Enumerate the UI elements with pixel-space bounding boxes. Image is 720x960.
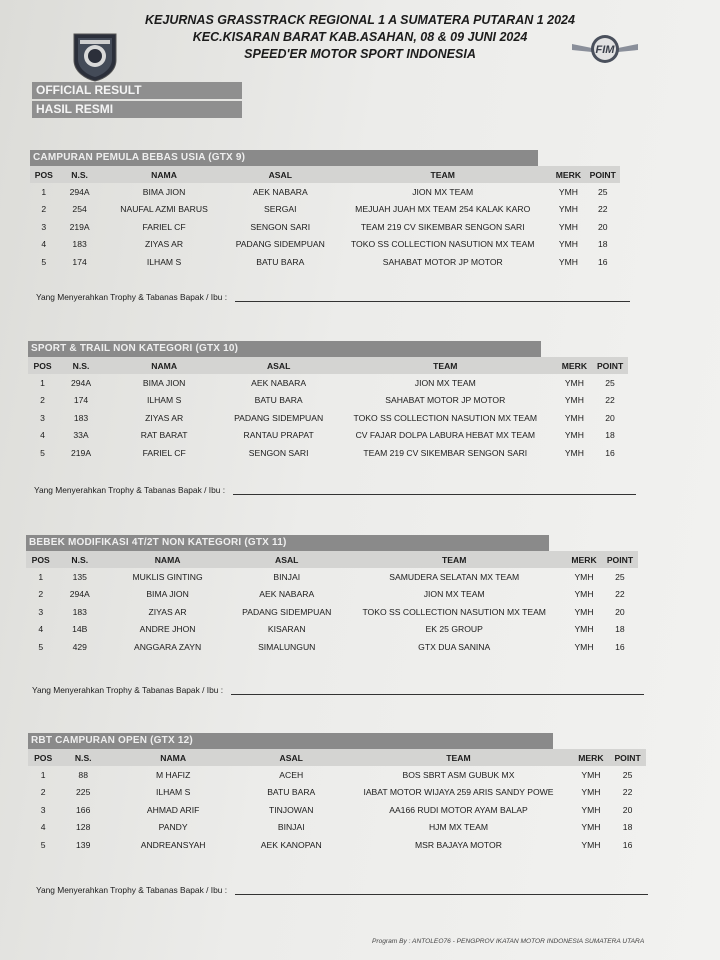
cell-ns: 429 [72, 641, 87, 652]
organizer: SPEED'ER MOTOR SPORT INDONESIA [244, 47, 476, 61]
cell-asal: BINJAI [277, 822, 305, 833]
signature-underline [235, 293, 630, 302]
cell-merk: YMH [574, 624, 594, 635]
column-header-point: POINT [614, 752, 641, 763]
cell-nama: M HAFIZ [155, 769, 191, 780]
cell-merk: YMH [564, 430, 584, 441]
cell-pos: 5 [40, 839, 46, 850]
category-title: SPORT & TRAIL NON KATEGORI (GTX 10) [28, 341, 541, 357]
cell-asal: SENGON SARI [248, 447, 309, 458]
official-result-label [32, 82, 242, 120]
column-header-team: TEAM [446, 752, 471, 763]
cell-asal: TINJOWAN [268, 804, 314, 815]
cell-merk: YMH [564, 412, 584, 423]
cell-asal: AEK NABARA [252, 186, 308, 197]
table-row [26, 568, 638, 586]
column-header-pos: POS [31, 554, 50, 565]
cell-merk: YMH [581, 839, 601, 850]
cell-pos: 1 [38, 571, 44, 582]
official-result-en: OFFICIAL RESULT [32, 82, 242, 99]
cell-ns: 219A [69, 221, 90, 232]
cell-point: 22 [597, 204, 608, 215]
column-header-team: TEAM [430, 169, 455, 180]
cell-pos: 4 [41, 239, 47, 250]
cell-pos: 2 [41, 204, 47, 215]
trophy-signature-label: Yang Menyerahkan Trophy & Tabanas Bapak / Ibu : [34, 485, 226, 495]
cell-merk: YMH [581, 822, 601, 833]
cell-ns: 183 [72, 239, 87, 250]
cell-ns: 225 [76, 787, 91, 798]
column-header-ns: N.S. [74, 752, 92, 763]
table-row [26, 638, 638, 656]
cell-point: 22 [622, 787, 633, 798]
table-row [30, 183, 620, 201]
cell-pos: 5 [41, 256, 47, 267]
cell-team: SAMUDERA SELATAN MX TEAM [389, 571, 520, 582]
cell-asal: BATU BARA [256, 256, 305, 267]
cell-ns: 219A [70, 447, 92, 458]
cell-pos: 4 [40, 430, 45, 441]
cell-asal: BINJAI [273, 571, 301, 582]
cell-point: 25 [597, 186, 608, 197]
cell-merk: YMH [564, 395, 584, 406]
category-title: CAMPURAN PEMULA BEBAS USIA (GTX 9) [30, 150, 538, 166]
table-row [28, 801, 646, 819]
cell-asal: SIMALUNGUN [258, 641, 316, 652]
column-header-pos: POS [34, 169, 53, 180]
table-row [26, 586, 638, 604]
cell-point: 18 [605, 430, 615, 441]
cell-merk: YMH [581, 769, 601, 780]
trophy-signature-label: Yang Menyerahkan Trophy & Tabanas Bapak / Ibu : [32, 685, 224, 695]
cell-team: SAHABAT MOTOR JP MOTOR [382, 256, 503, 267]
cell-ns: 294A [70, 377, 92, 388]
column-header-merk: MERK [555, 169, 582, 180]
cell-point: 25 [605, 377, 615, 388]
cell-ns: 33A [73, 430, 89, 441]
cell-ns: 294A [69, 186, 90, 197]
trophy-signature-line [32, 685, 644, 695]
trophy-signature-line [36, 885, 648, 895]
cell-merk: YMH [564, 447, 584, 458]
cell-pos: 1 [40, 769, 46, 780]
cell-asal: SERGAI [264, 204, 297, 215]
trophy-signature-label: Yang Menyerahkan Trophy & Tabanas Bapak / Ibu : [36, 885, 228, 895]
cell-asal: PADANG SIDEMPUAN [242, 606, 332, 617]
results-section-gtx9 [30, 150, 620, 271]
program-credit: Program By : ANTOLEO76 - PENGPROV IKATAN MOTOR INDONESIA SUMATERA UTARA [372, 938, 645, 945]
cell-asal: SENGON SARI [250, 221, 311, 232]
table-row [28, 836, 646, 854]
results-section-gtx12 [28, 733, 646, 854]
cell-merk: YMH [574, 606, 594, 617]
cell-nama: RAT BARAT [140, 430, 188, 441]
cell-ns: 174 [72, 256, 87, 267]
signature-underline [235, 886, 648, 895]
table-row [30, 253, 620, 271]
cell-team: IABAT MOTOR WIJAYA 259 ARIS SANDY POWE [363, 787, 554, 798]
cell-ns: 183 [73, 412, 89, 423]
cell-point: 16 [622, 839, 633, 850]
cell-point: 18 [615, 624, 625, 635]
cell-ns: 128 [76, 822, 91, 833]
results-section-gtx11 [26, 535, 638, 656]
column-header-ns: N.S. [71, 554, 89, 565]
cell-point: 22 [615, 589, 625, 600]
cell-pos: 5 [40, 447, 45, 458]
column-header-merk: MERK [571, 554, 597, 565]
table-row [28, 409, 628, 427]
fim-logo [570, 30, 640, 70]
cell-team: HJM MX TEAM [428, 822, 488, 833]
cell-point: 18 [597, 239, 608, 250]
cell-team: MEJUAH JUAH MX TEAM 254 KALAK KARO [355, 204, 531, 215]
table-row [26, 621, 638, 639]
column-header-team: TEAM [433, 360, 458, 371]
column-header-ns: N.S. [72, 360, 90, 371]
cell-ns: 254 [72, 204, 87, 215]
table-row [28, 444, 628, 462]
cell-point: 20 [597, 221, 608, 232]
cell-pos: 1 [40, 377, 45, 388]
cell-nama: NAUFAL AZMI BARUS [120, 204, 208, 215]
table-row [28, 784, 646, 802]
cell-point: 16 [597, 256, 608, 267]
cell-team: TOKO SS COLLECTION NASUTION MX TEAM [353, 412, 538, 423]
cell-asal: BATU BARA [254, 395, 303, 406]
cell-asal: ACEH [279, 769, 304, 780]
cell-team: JION MX TEAM [423, 589, 485, 600]
cell-nama: ILHAM S [146, 256, 182, 267]
table-row [28, 392, 628, 410]
cell-nama: PANDY [158, 822, 188, 833]
table-header-row [28, 357, 628, 374]
cell-merk: YMH [558, 204, 578, 215]
cell-point: 25 [622, 769, 633, 780]
cell-ns: 294A [69, 589, 90, 600]
cell-team: TOKO SS COLLECTION NASUTION MX TEAM [362, 606, 546, 617]
cell-asal: AEK NABARA [251, 377, 307, 388]
table-row [28, 766, 646, 784]
cell-pos: 4 [38, 624, 44, 635]
cell-asal: RANTAU PRAPAT [243, 430, 314, 441]
table-row [30, 201, 620, 219]
table-header-row [26, 551, 638, 568]
column-header-pos: POS [33, 360, 52, 371]
cell-point: 18 [622, 822, 633, 833]
cell-point: 20 [605, 412, 615, 423]
cell-team: EK 25 GROUP [425, 624, 483, 635]
cell-nama: FARIEL CF [142, 447, 186, 458]
cell-point: 20 [615, 606, 625, 617]
cell-nama: FARIEL CF [142, 221, 186, 232]
cell-nama: ANDREANSYAH [140, 839, 206, 850]
signature-underline [233, 486, 636, 495]
cell-team: MSR BAJAYA MOTOR [415, 839, 502, 850]
column-header-nama: NAMA [160, 752, 187, 763]
cell-point: 20 [622, 804, 633, 815]
cell-asal: KISARAN [267, 624, 306, 635]
cell-pos: 2 [40, 787, 46, 798]
cell-point: 22 [605, 395, 615, 406]
cell-ns: 174 [73, 395, 89, 406]
cell-nama: BIMA JION [142, 377, 186, 388]
cell-merk: YMH [564, 377, 584, 388]
cell-ns: 14B [72, 624, 88, 635]
results-table [28, 357, 628, 462]
cell-point: 16 [605, 447, 615, 458]
column-header-nama: NAMA [151, 360, 178, 371]
cell-team: SAHABAT MOTOR JP MOTOR [385, 395, 506, 406]
cell-ns: 183 [72, 606, 87, 617]
cell-point: 16 [615, 641, 625, 652]
cell-team: JION MX TEAM [414, 377, 476, 388]
cell-nama: ANGGARA ZAYN [133, 641, 202, 652]
cell-team: CV FAJAR DOLPA LABURA HEBAT MX TEAM [355, 430, 535, 441]
cell-nama: ZIYAS AR [145, 412, 184, 423]
cell-pos: 4 [40, 822, 46, 833]
cell-team: BOS SBRT ASM GUBUK MX [402, 769, 515, 780]
column-header-asal: ASAL [268, 169, 292, 180]
cell-pos: 1 [41, 186, 47, 197]
cell-nama: AHMAD ARIF [146, 804, 200, 815]
column-header-point: POINT [606, 554, 634, 565]
cell-team: TEAM 219 CV SIKEMBAR SENGON SARI [360, 221, 525, 232]
cell-pos: 3 [41, 221, 47, 232]
cell-pos: 2 [40, 395, 45, 406]
cell-team: TOKO SS COLLECTION NASUTION MX TEAM [350, 239, 535, 250]
cell-asal: PADANG SIDEMPUAN [234, 412, 324, 423]
event-location-date: KEC.KISARAN BARAT KAB.ASAHAN, 08 & 09 JUNI 2024 [192, 30, 528, 44]
results-table [30, 166, 620, 271]
results-table [26, 551, 638, 656]
cell-asal: PADANG SIDEMPUAN [235, 239, 325, 250]
cell-nama: MUKLIS GINTING [132, 571, 203, 582]
event-title: KEJURNAS GRASSTRACK REGIONAL 1 A SUMATERA PUTARAN 1 2024 [145, 13, 575, 27]
table-header-row [30, 166, 620, 183]
cell-point: 25 [615, 571, 625, 582]
cell-asal: AEK NABARA [259, 589, 315, 600]
column-header-nama: NAMA [151, 169, 177, 180]
imi-shield-logo [70, 30, 120, 82]
cell-ns: 88 [78, 769, 88, 780]
column-header-point: POINT [589, 169, 616, 180]
results-table [28, 749, 646, 854]
cell-merk: YMH [574, 589, 594, 600]
cell-asal: BATU BARA [267, 787, 316, 798]
cell-nama: ILHAM S [155, 787, 191, 798]
cell-merk: YMH [574, 571, 594, 582]
column-header-merk: MERK [578, 752, 604, 763]
cell-pos: 3 [40, 804, 46, 815]
trophy-signature-label: Yang Menyerahkan Trophy & Tabanas Bapak / Ibu : [36, 292, 228, 302]
cell-merk: YMH [574, 641, 594, 652]
cell-merk: YMH [558, 256, 578, 267]
cell-nama: ILHAM S [146, 395, 182, 406]
table-row [28, 819, 646, 837]
cell-nama: ZIYAS AR [145, 239, 184, 250]
table-row [26, 603, 638, 621]
trophy-signature-line [34, 485, 636, 495]
column-header-ns: N.S. [71, 169, 88, 180]
cell-merk: YMH [558, 186, 578, 197]
cell-team: TEAM 219 CV SIKEMBAR SENGON SARI [363, 447, 528, 458]
trophy-signature-line [36, 292, 630, 302]
cell-pos: 5 [38, 641, 44, 652]
table-row [30, 218, 620, 236]
column-header-point: POINT [596, 360, 624, 371]
table-row [28, 427, 628, 445]
cell-nama: BIMA JION [142, 186, 186, 197]
category-title: BEBEK MODIFIKASI 4T/2T NON KATEGORI (GTX 11) [26, 535, 549, 551]
column-header-team: TEAM [442, 554, 467, 565]
column-header-merk: MERK [561, 360, 588, 371]
cell-team: JION MX TEAM [412, 186, 474, 197]
column-header-asal: ASAL [266, 360, 291, 371]
cell-merk: YMH [581, 804, 601, 815]
official-result-id: HASIL RESMI [32, 101, 242, 118]
column-header-pos: POS [34, 752, 53, 763]
category-title: RBT CAMPURAN OPEN (GTX 12) [28, 733, 553, 749]
cell-merk: YMH [558, 221, 578, 232]
cell-ns: 135 [72, 571, 87, 582]
table-row [28, 374, 628, 392]
cell-ns: 166 [76, 804, 91, 815]
cell-nama: BIMA JION [146, 589, 189, 600]
cell-pos: 3 [38, 606, 44, 617]
table-header-row [28, 749, 646, 766]
signature-underline [231, 686, 644, 695]
fim-logo-text: FIM [595, 44, 615, 56]
cell-team: GTX DUA SANINA [418, 641, 491, 652]
cell-pos: 3 [40, 412, 45, 423]
cell-merk: YMH [581, 787, 601, 798]
cell-asal: AEK KANOPAN [260, 839, 322, 850]
cell-merk: YMH [558, 239, 578, 250]
cell-ns: 139 [76, 839, 91, 850]
cell-pos: 2 [38, 589, 44, 600]
cell-nama: ANDRE JHON [139, 624, 196, 635]
column-header-nama: NAMA [154, 554, 181, 565]
column-header-asal: ASAL [279, 752, 303, 763]
column-header-asal: ASAL [275, 554, 299, 565]
cell-team: AA166 RUDI MOTOR AYAM BALAP [389, 804, 528, 815]
results-section-gtx10 [28, 341, 628, 462]
cell-nama: ZIYAS AR [148, 606, 187, 617]
table-row [30, 236, 620, 254]
